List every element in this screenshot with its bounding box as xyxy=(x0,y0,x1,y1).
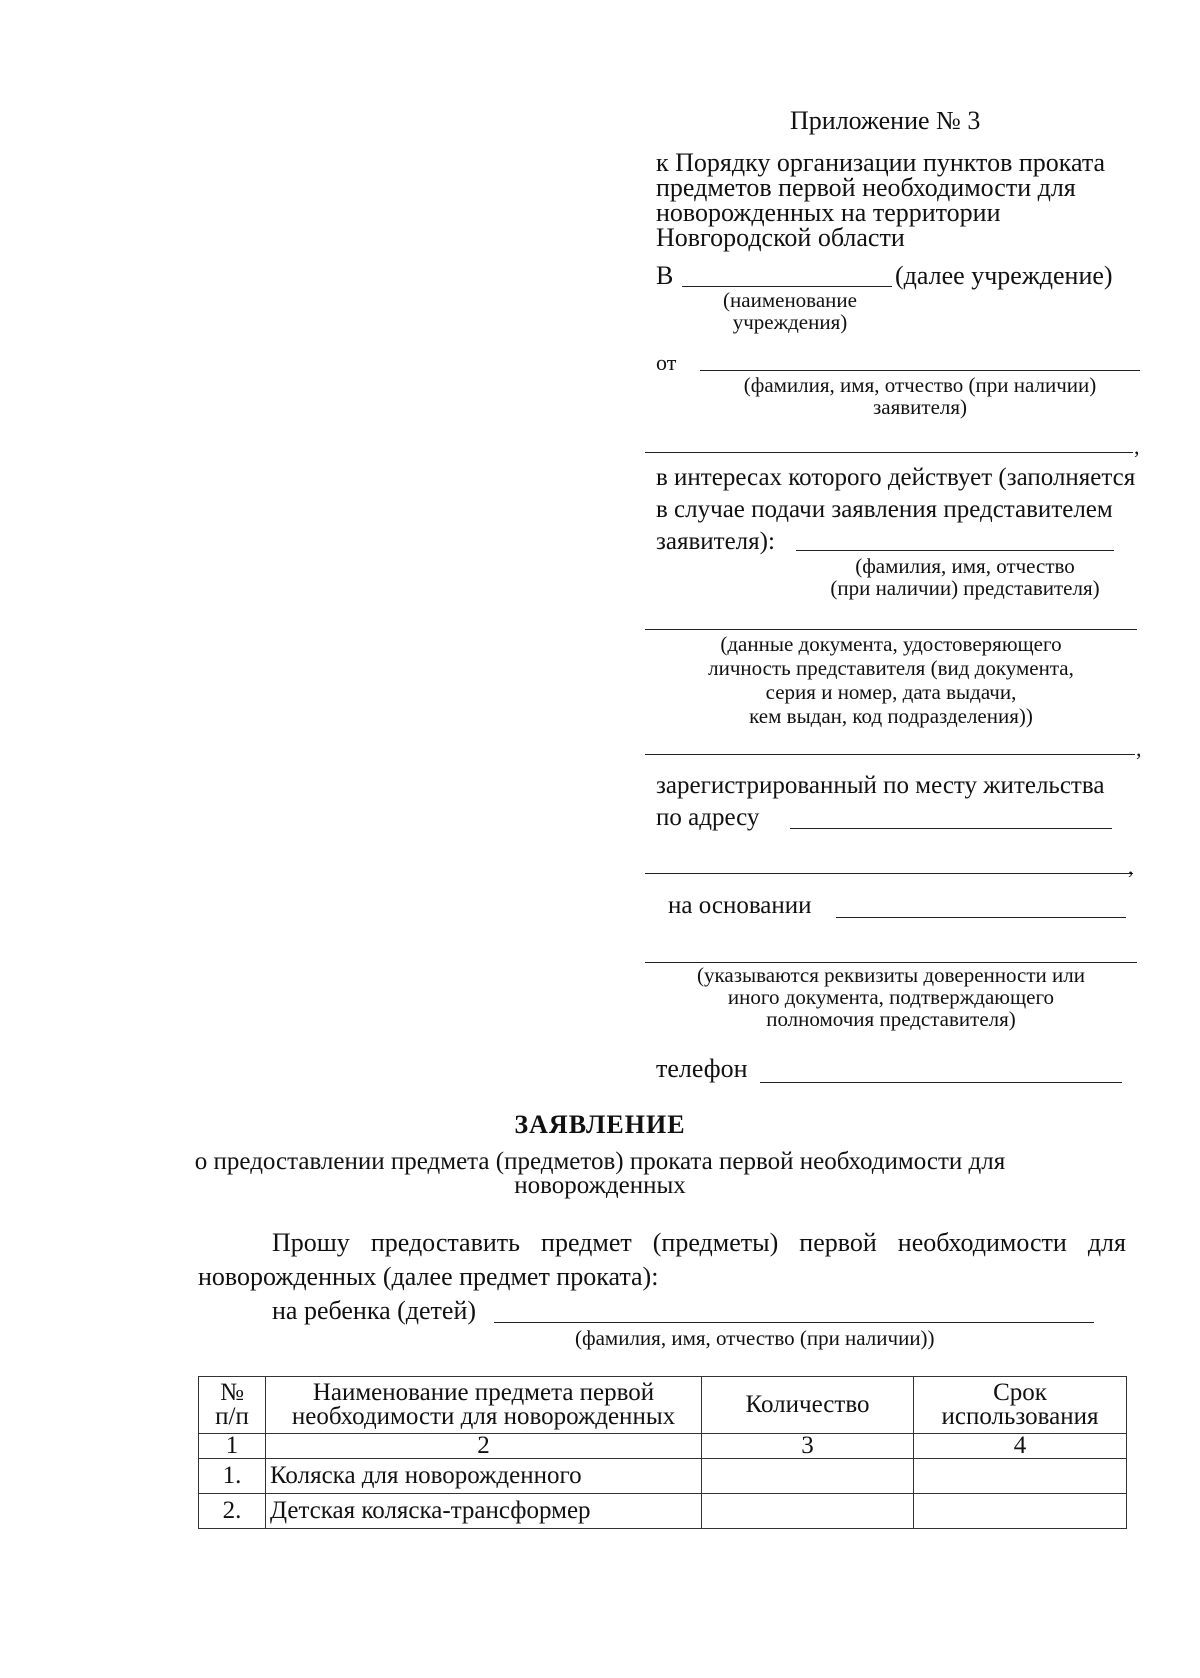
appendix-title: Приложение № 3 xyxy=(790,106,981,135)
appendix-reference xyxy=(656,150,1105,250)
basis-hint-line: полномочия представителя) xyxy=(766,1007,1016,1031)
registered-line: зарегистрированный по месту жительства xyxy=(656,772,1105,799)
column-number: 4 xyxy=(914,1434,1127,1459)
statement-subtitle xyxy=(0,1150,1200,1198)
basis-hint-line: иного документа, подтверждающего xyxy=(727,985,1055,1009)
applicant-hint-line: (фамилия, имя, отчество (при наличии) xyxy=(743,373,1097,397)
column-number: 3 xyxy=(702,1434,914,1459)
from-prefix: от xyxy=(656,350,677,375)
institution-hint-line: учреждения) xyxy=(732,310,848,334)
registered-text xyxy=(656,770,1104,834)
registered-line: по адресу xyxy=(656,804,760,831)
header-line: № xyxy=(220,1379,244,1406)
statement-body-line: новорожденных (далее предмет проката): xyxy=(198,1262,659,1291)
representative-line: в случае подачи заявления представителем xyxy=(656,496,1113,523)
item-name: Детская коляска-трансформер xyxy=(266,1494,702,1529)
row-number: 2. xyxy=(199,1494,266,1529)
item-quantity-cell[interactable] xyxy=(702,1494,914,1529)
child-prefix: на ребенка (детей) xyxy=(272,1296,477,1325)
column-header-number xyxy=(199,1377,266,1434)
statement-subtitle-line: новорожденных xyxy=(514,1172,686,1199)
statement-title: ЗАЯВЛЕНИЕ xyxy=(514,1110,686,1139)
representative-hint-line: (фамилия, имя, отчество xyxy=(855,554,1075,578)
header-line: п/п xyxy=(215,1403,249,1430)
institution-name-field[interactable] xyxy=(682,286,892,287)
representative-document-field[interactable] xyxy=(645,629,1137,630)
representative-hint-line: (при наличии) представителя) xyxy=(830,576,1100,600)
column-numbers-row xyxy=(199,1434,1127,1459)
institution-hint xyxy=(690,289,890,333)
representative-name-field[interactable] xyxy=(796,550,1114,551)
basis-hint xyxy=(645,964,1137,1030)
appendix-ref-line: к Порядку организации пунктов проката xyxy=(656,148,1106,177)
table-header-row xyxy=(199,1377,1127,1434)
document-extra-field[interactable] xyxy=(645,754,1135,755)
phone-field[interactable] xyxy=(760,1082,1122,1083)
statement-subtitle-line: о предоставлении предмета (предметов) проката первой необходимости для xyxy=(194,1148,1006,1175)
representative-line: заявителя): xyxy=(656,528,775,555)
table-row xyxy=(199,1459,1127,1494)
comma: , xyxy=(1136,736,1142,761)
column-header-item-name xyxy=(266,1377,702,1434)
applicant-name-field[interactable] xyxy=(700,370,1140,371)
column-number: 2 xyxy=(266,1434,702,1459)
applicant-hint xyxy=(700,374,1140,418)
item-term-cell[interactable] xyxy=(914,1459,1127,1494)
header-line: необходимости для новорожденных xyxy=(291,1403,676,1430)
representative-text xyxy=(656,462,1135,558)
column-number: 1 xyxy=(199,1434,266,1459)
representative-line: в интересах которого действует (заполняется xyxy=(656,464,1136,491)
to-suffix: (далее учреждение) xyxy=(895,261,1113,290)
document-hint-line: (данные документа, удостоверяющего xyxy=(720,632,1062,656)
column-header-quantity xyxy=(702,1377,914,1434)
table-row xyxy=(199,1494,1127,1529)
column-header-term xyxy=(914,1377,1127,1434)
statement-body-line: Прошу предоставить предмет (предметы) первой необходимости для xyxy=(272,1228,1126,1257)
document-hint-line: личность представителя (вид документа, xyxy=(708,656,1074,680)
comma: , xyxy=(1134,434,1140,459)
basis-prefix: на основании xyxy=(668,892,812,919)
header-line: Срок xyxy=(993,1379,1047,1406)
header-line: Количество xyxy=(745,1391,870,1418)
applicant-extra-field[interactable] xyxy=(645,452,1133,453)
address-field[interactable] xyxy=(790,828,1112,829)
item-quantity-cell[interactable] xyxy=(702,1459,914,1494)
address-extra-field[interactable] xyxy=(645,873,1133,874)
item-name: Коляска для новорожденного xyxy=(266,1459,702,1494)
header-line: использования xyxy=(941,1403,1099,1430)
institution-hint-line: (наименование xyxy=(723,288,857,312)
basis-hint-line: (указываются реквизиты доверенности или xyxy=(697,963,1085,987)
rental-items-table xyxy=(198,1376,1127,1529)
representative-hint xyxy=(800,555,1130,599)
child-hint: (фамилия, имя, отчество (при наличии)) xyxy=(575,1326,935,1350)
appendix-ref-line: Новгородской области xyxy=(656,223,905,252)
phone-prefix: телефон xyxy=(656,1054,748,1083)
applicant-hint-line: заявителя) xyxy=(872,395,968,419)
child-name-field[interactable] xyxy=(494,1322,1094,1323)
document-hint xyxy=(645,632,1137,728)
row-number: 1. xyxy=(199,1459,266,1494)
document-hint-line: кем выдан, код подразделения)) xyxy=(749,704,1033,728)
header-line: Наименование предмета первой xyxy=(312,1379,655,1406)
to-prefix: В xyxy=(656,261,674,290)
basis-field[interactable] xyxy=(836,917,1126,918)
document-hint-line: серия и номер, дата выдачи, xyxy=(765,680,1017,704)
appendix-ref-line: предметов первой необходимости для xyxy=(656,173,1076,202)
item-term-cell[interactable] xyxy=(914,1494,1127,1529)
comma: , xyxy=(1128,854,1134,879)
appendix-ref-line: новорожденных на территории xyxy=(656,198,1001,227)
